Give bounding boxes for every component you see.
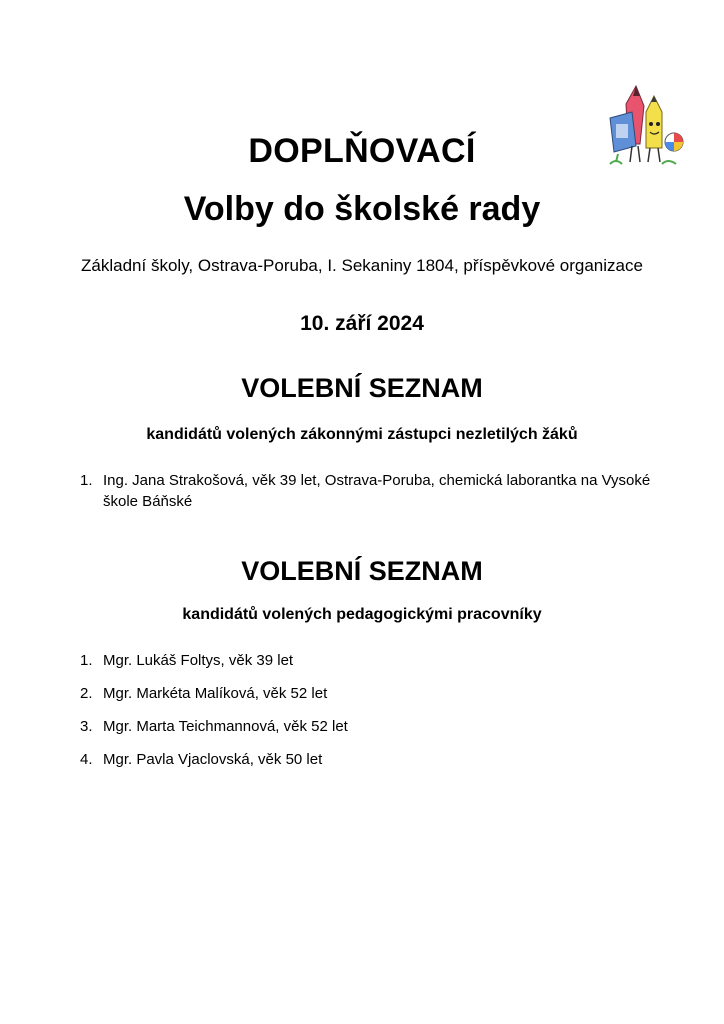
list-item <box>80 683 680 704</box>
list-item-number: 1. <box>80 652 93 669</box>
election-date: 10. září 2024 <box>300 312 424 335</box>
page-title: DOPLŇOVACÍ <box>248 132 476 170</box>
section2-heading: VOLEBNÍ SEZNAM <box>241 556 483 586</box>
section1-candidate-list <box>80 470 680 512</box>
list-item-text: Mgr. Lukáš Foltys, věk 39 let <box>103 652 294 669</box>
list-item-text: Mgr. Markéta Malíková, věk 52 let <box>103 685 328 702</box>
list-item <box>80 716 680 737</box>
section1-heading: VOLEBNÍ SEZNAM <box>241 373 483 403</box>
list-item <box>80 749 680 770</box>
list-item-text: Mgr. Marta Teichmannová, věk 52 let <box>103 718 348 735</box>
list-item-text: Mgr. Pavla Vjaclovská, věk 50 let <box>103 751 323 768</box>
list-item-number: 3. <box>80 718 93 735</box>
section2-candidate-list <box>80 650 680 782</box>
section1-subheading: kandidátů volených zákonnými zástupci nezletilých žáků <box>146 426 578 443</box>
page-subtitle-title: Volby do školské rady <box>183 190 541 228</box>
school-name: Základní školy, Ostrava-Poruba, I. Sekaniny 1804, příspěvkové organizace <box>81 256 643 275</box>
list-item-number: 4. <box>80 751 93 768</box>
list-item <box>80 470 680 512</box>
list-item-text: Ing. Jana Strakošová, věk 39 let, Ostrava-Poruba, chemická laborantka na Vysoké škole Báňské <box>103 472 651 510</box>
list-item-number: 1. <box>80 472 93 489</box>
list-item <box>80 650 680 671</box>
list-item-number: 2. <box>80 685 93 702</box>
section2-subheading: kandidátů volených pedagogickými pracovníky <box>182 606 542 623</box>
